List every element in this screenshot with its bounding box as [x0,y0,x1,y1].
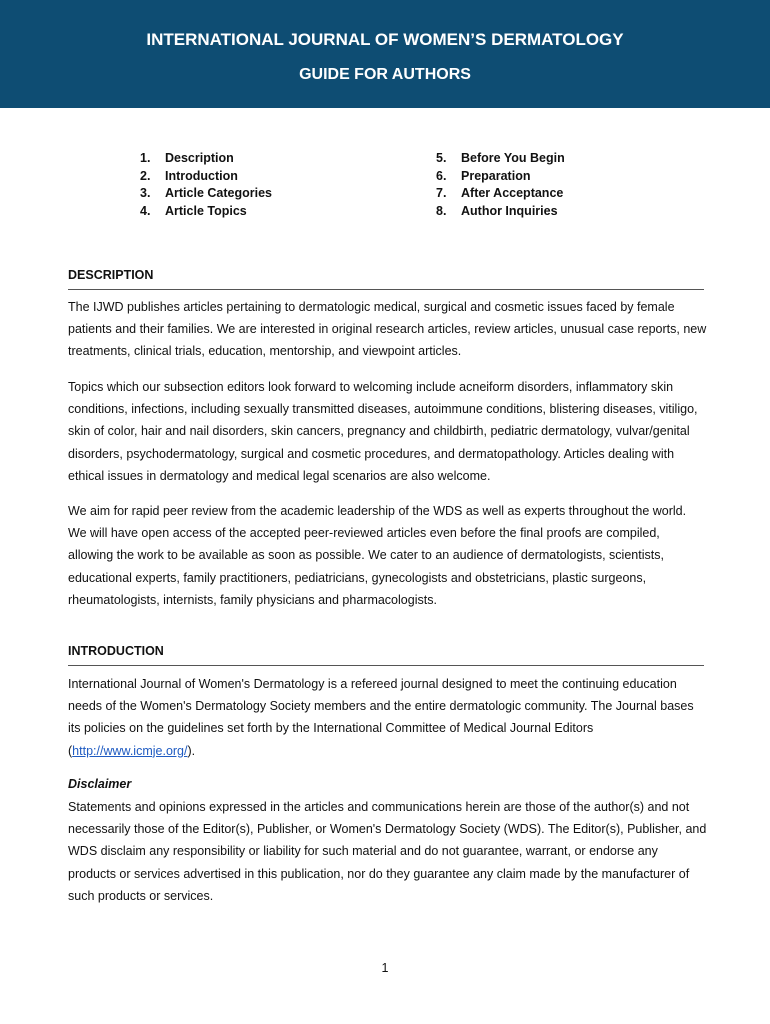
toc-item[interactable] [436,185,565,203]
toc-right [436,150,565,220]
toc-number: 4. [140,203,151,218]
toc-label: After Acceptance [461,186,564,200]
toc-number: 8. [436,203,447,218]
toc-label: Description [165,151,234,165]
toc-label: Article Categories [165,186,272,200]
close-paren: ). [187,743,196,758]
toc-item[interactable] [436,150,565,168]
introduction-text: International Journal of Women's Dermatology is a refereed journal designed to meet the continuing education needs of the Women's Dermatology Society members and the entire dermatologic community. The Journal bases its policies on the guidelines set forth by the International Committee of Medical Journal Editors [68,677,694,736]
header-banner [0,0,770,108]
disclaimer-paragraph: Statements and opinions expressed in the articles and communications herein are those of the author(s) and not necessarily those of the Editor(s), Publisher, or Women's Dermatology Society (WDS). The Editor(s), Publisher, and WDS disclaim any responsibility or liability for such material and do not guarantee, warrant, or endorse any products or services advertised in this publication, nor do they guarantee any claim made by the manufacturer of such products or services. [68,800,707,903]
toc-item[interactable] [436,203,565,221]
toc-label: Introduction [165,168,238,183]
description-heading: DESCRIPTION [68,268,704,290]
toc-item[interactable] [140,168,272,186]
open-paren: ( [68,743,73,758]
description-paragraph-1: The IJWD publishes articles pertaining to dermatologic medical, surgical and cosmetic issues faced by female patients and their families. We are interested in original research articles, review articles, unusual case reports, new treatments, clinical trials, education, mentorship, and viewpoint articles. [68,300,707,359]
toc-number: 3. [140,186,151,200]
toc-number: 1. [140,151,151,165]
toc-label: Author Inquiries [461,203,558,218]
toc-item[interactable] [140,185,272,203]
toc-label: Article Topics [165,203,247,218]
description-paragraph-2: Topics which our subsection editors look forward to welcoming include acneiform disorders, inflammatory skin conditions, infections, including sexually transmitted diseases, autoimmune conditions, blistering diseases, vitiligo, skin of color, hair and nail disorders, skin cancers, pregnancy and childbirth, pediatric dermatology, vulvar/genital disorders, psychodermatology, surgical and cosmetic procedures, and dermatopathology. Articles dealing with ethical issues in dermatology and medical legal scenarios are also welcome. [68,380,698,483]
description-paragraph-3: We aim for rapid peer review from the academic leadership of the WDS as well as experts throughout the world. We will have open access of the accepted peer-reviewed articles even before the final proofs are compiled, allowing the work to be available as soon as possible. We cater to an audience of dermatologists, scientists, educational experts, family practitioners, pediatricians, gynecologists and obstetricians, plastic surgeons, rheumatologists, internists, family physicians and pharmacologists. [68,504,687,607]
toc-left [140,150,272,220]
journal-title: INTERNATIONAL JOURNAL OF WOMEN’S DERMATOLOGY [146,30,624,49]
introduction-heading: INTRODUCTION [68,644,704,666]
disclaimer-heading: Disclaimer [68,777,132,791]
toc-label: Preparation [461,168,531,183]
toc-number: 7. [436,186,447,200]
page-number: 1 [381,961,389,975]
toc-number: 6. [436,168,447,183]
introduction-paragraph [68,673,708,762]
toc-item[interactable] [140,150,272,168]
toc-item[interactable] [436,168,565,186]
toc-number: 5. [436,151,447,165]
guide-title: GUIDE FOR AUTHORS [299,66,471,83]
toc-label: Before You Begin [461,151,565,165]
toc-item[interactable] [140,203,272,221]
icmje-link[interactable]: http://www.icmje.org/ [72,743,188,758]
toc-number: 2. [140,168,151,183]
